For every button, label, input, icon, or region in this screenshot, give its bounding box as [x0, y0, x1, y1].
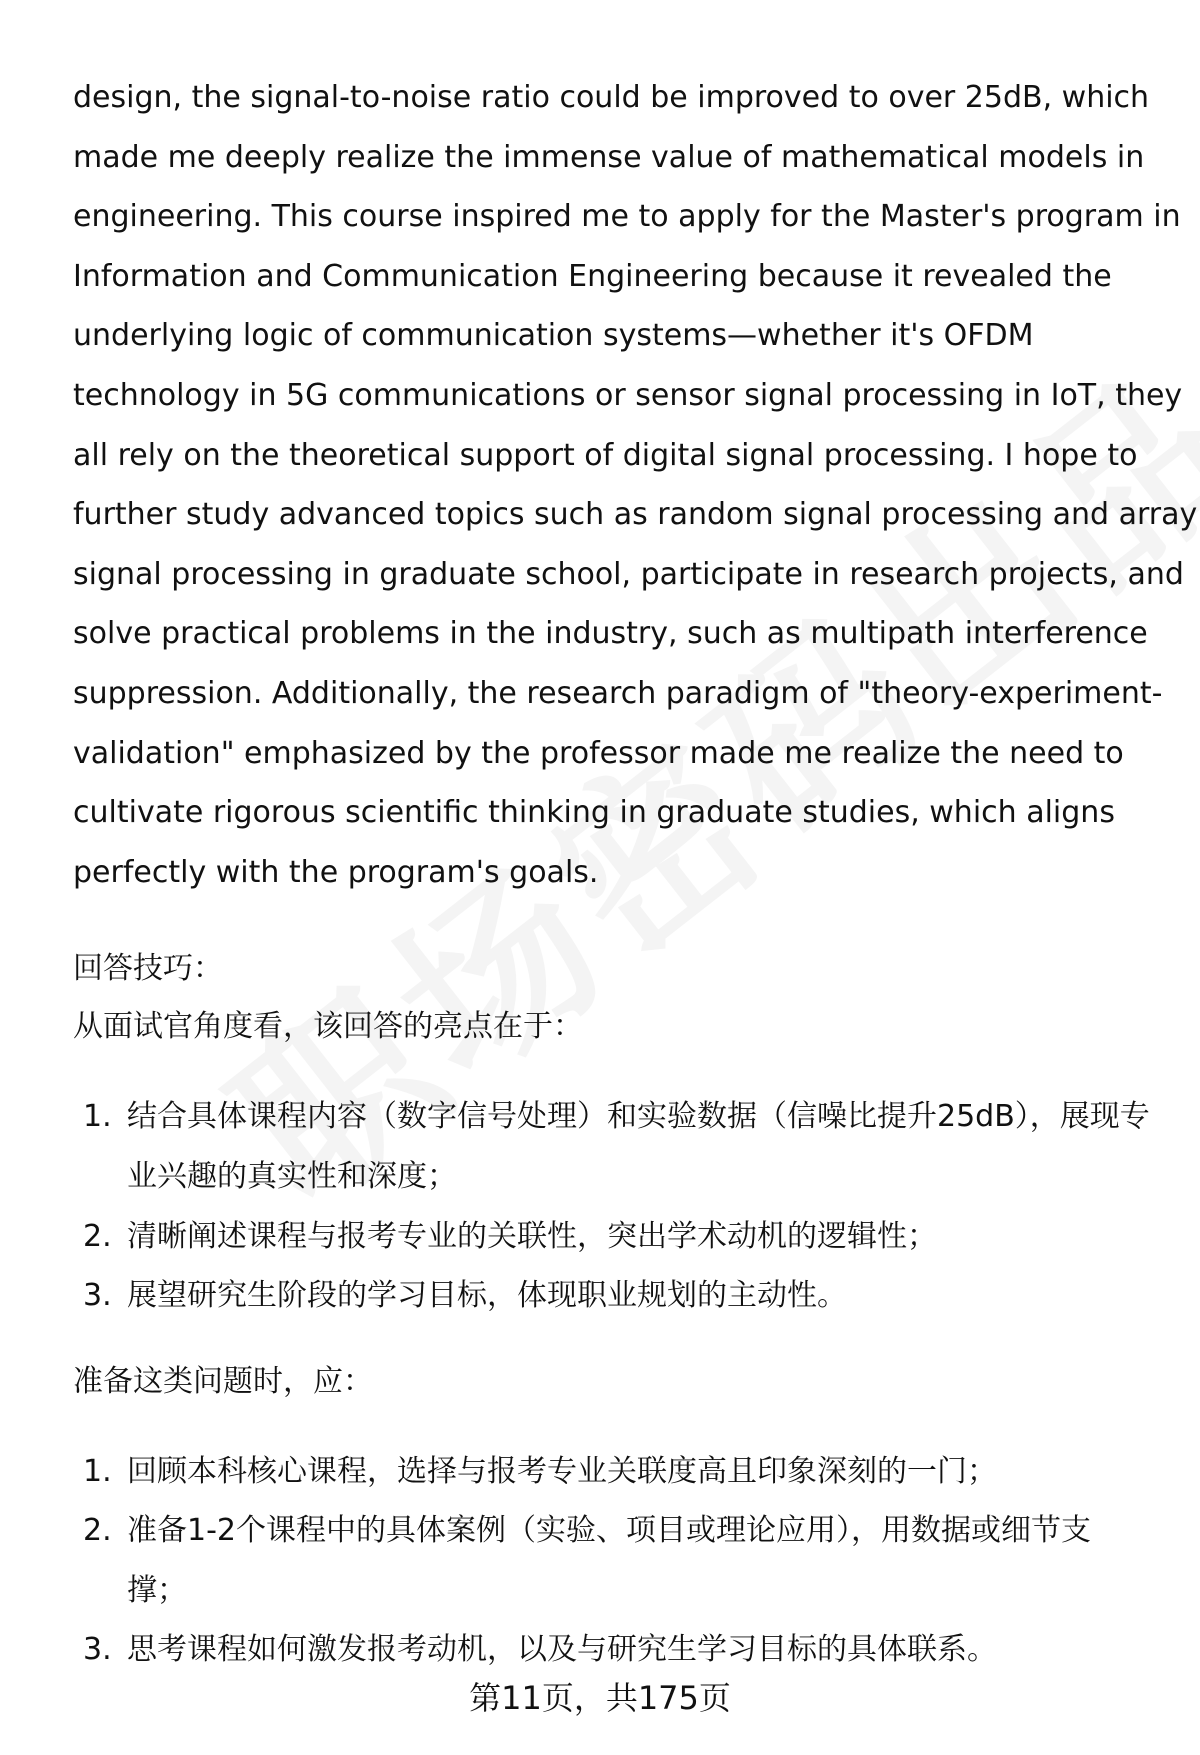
list-number: 1.	[83, 1099, 112, 1135]
list-item-text: 业兴趣的真实性和深度；	[127, 1158, 457, 1194]
prep-heading: 准备这类问题时，应：	[73, 1363, 373, 1399]
body-paragraph	[73, 68, 1198, 902]
body-line: further study advanced topics such as random signal processing and array	[73, 497, 1198, 533]
page-footer: 第11页，共175页	[469, 1679, 731, 1717]
body-line: engineering. This course inspired me to apply for the Master's program in	[73, 199, 1181, 235]
highlights-list	[73, 1087, 1158, 1325]
body-line: perfectly with the program's goals.	[73, 854, 599, 890]
body-line: Information and Communication Engineering because it revealed the	[73, 258, 1112, 294]
body-line: solve practical problems in the industry, such as multipath interference	[73, 616, 1148, 652]
list-item-text: 思考课程如何激发报考动机，以及与研究生学习目标的具体联系。	[127, 1632, 997, 1668]
list-number: 3.	[83, 1278, 112, 1314]
list-item	[73, 1266, 1158, 1326]
list-number: 3.	[83, 1632, 112, 1668]
body-line: cultivate rigorous scientific thinking in graduate studies, which aligns	[73, 795, 1115, 831]
list-item	[73, 1501, 1158, 1620]
list-number: 2.	[83, 1218, 112, 1254]
body-line: validation" emphasized by the professor made me realize the need to	[73, 735, 1124, 771]
list-item	[73, 1087, 1158, 1206]
body-line: all rely on the theoretical support of digital signal processing. I hope to	[73, 437, 1138, 473]
list-item-text: 准备1-2个课程中的具体案例（实验、项目或理论应用），用数据或细节支	[127, 1513, 1091, 1549]
tips-heading: 回答技巧：	[73, 951, 223, 987]
body-line: design, the signal-to-noise ratio could be improved to over 25dB, which	[73, 80, 1150, 115]
body-line: signal processing in graduate school, participate in research projects, and	[73, 556, 1184, 592]
list-item-text: 回顾本科核心课程，选择与报考专业关联度高且印象深刻的一门；	[127, 1453, 997, 1489]
list-item	[73, 1620, 1158, 1680]
prep-list	[73, 1442, 1158, 1680]
tips-intro: 从面试官角度看，该回答的亮点在于：	[73, 1009, 583, 1045]
body-line: underlying logic of communication systems—whether it's OFDM	[73, 318, 1034, 354]
list-item	[73, 1442, 1158, 1502]
body-line: made me deeply realize the immense value of mathematical models in	[73, 139, 1145, 175]
body-line: suppression. Additionally, the research paradigm of "theory-experiment-	[73, 675, 1163, 711]
list-item-text: 结合具体课程内容（数字信号处理）和实验数据（信噪比提升25dB），展现专	[127, 1099, 1150, 1135]
list-item-text: 清晰阐述课程与报考专业的关联性，突出学术动机的逻辑性；	[127, 1218, 937, 1254]
list-item	[73, 1207, 1158, 1267]
list-number: 2.	[83, 1513, 112, 1549]
list-item-text: 展望研究生阶段的学习目标，体现职业规划的主动性。	[127, 1278, 847, 1314]
document-page	[73, 68, 1198, 1680]
list-number: 1.	[83, 1453, 112, 1489]
list-item-text: 撑；	[127, 1572, 187, 1608]
body-line: technology in 5G communications or sensor signal processing in IoT, they	[73, 377, 1183, 413]
